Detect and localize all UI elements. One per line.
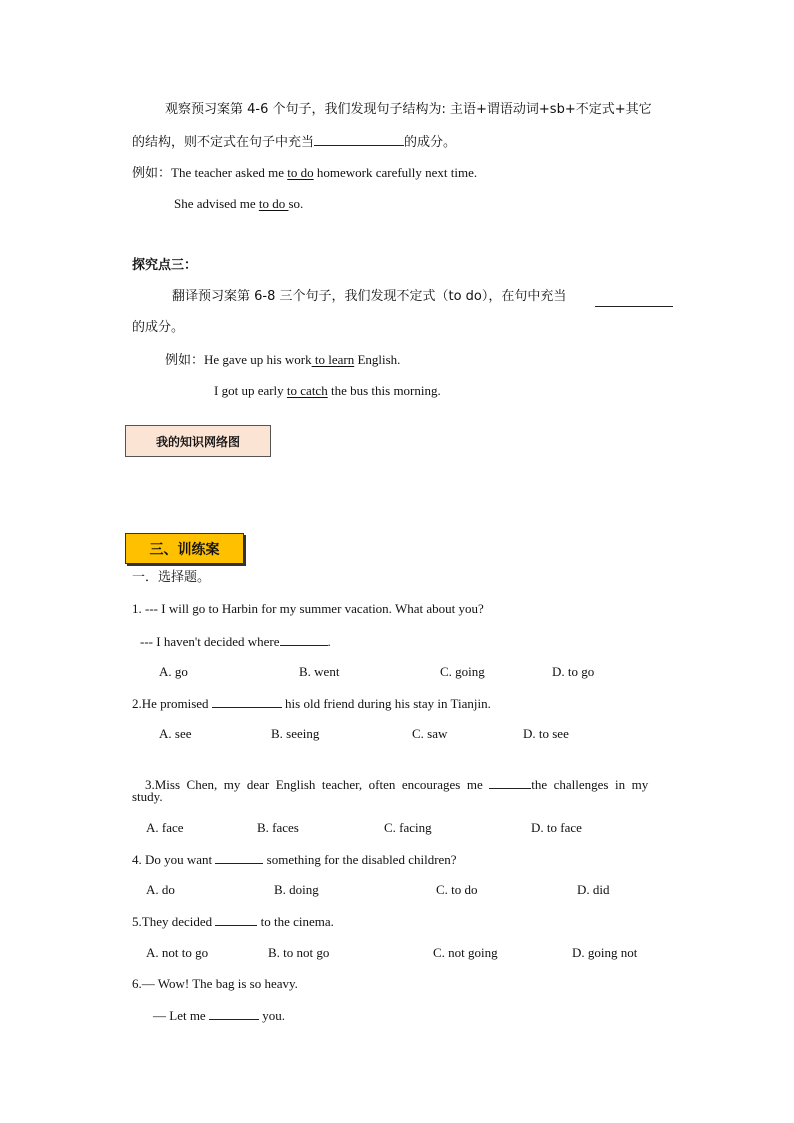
answer-blank[interactable] [215,912,257,926]
question-text: to the cinema. [257,914,334,929]
answer-blank[interactable] [215,850,263,864]
q2-option-a[interactable]: A. see [159,726,192,741]
q3-option-c[interactable]: C. facing [384,820,432,835]
para-text: 的结构，则不定式在句子中充当 [132,135,315,150]
example-text: She advised me [174,196,259,211]
explore-line1 [172,288,566,306]
answer-blank[interactable] [280,632,328,646]
example-label: 例如： [132,166,172,181]
q5-option-c[interactable]: C. not going [433,945,498,960]
q2-option-c[interactable]: C. saw [412,726,448,741]
answer-blank[interactable] [314,132,404,146]
q3-option-b[interactable]: B. faces [257,820,299,835]
answer-blank[interactable] [489,775,531,789]
question-text: 4. Do you want [132,852,216,867]
example-1 [132,164,477,183]
question-4 [132,850,457,869]
example-text: so. [288,196,304,211]
question-text: . [327,634,331,649]
question-text: — Let me [153,1008,209,1023]
question-6-line2 [153,1006,285,1025]
q4-option-c[interactable]: C. to do [436,882,478,897]
example-text: homework carefully next time. [313,165,478,180]
example-text: The teacher asked me [171,165,288,180]
explore-point-heading: 探究点三： [132,258,198,273]
para-text: 的成分。 [404,135,457,150]
answer-blank[interactable] [209,1006,259,1020]
question-3-line2: study. [132,789,163,804]
question-text: 5.They decided [132,914,216,929]
para-structure-line1: 观察预习案第 4-6 个句子，我们发现句子结构为: 主语+谓语动词+sb+不定式+其它 [165,102,652,117]
q2-option-b[interactable]: B. seeing [271,726,320,741]
example-text: the bus this morning. [327,383,441,398]
underlined-phrase: to catch [286,383,328,398]
q5-option-b[interactable]: B. to not go [268,945,330,960]
question-3 [132,757,648,812]
underlined-phrase: to do [258,196,289,211]
q4-option-d[interactable]: D. did [577,882,610,897]
q4-option-b[interactable]: B. doing [274,882,319,897]
choice-section-title: 一．选择题。 [132,570,211,585]
q1-option-a[interactable]: A. go [159,664,188,679]
example-2 [174,195,303,213]
question-text: the challenges in my [531,777,649,792]
question-text: something for the disabled children? [263,852,457,867]
q5-option-d[interactable]: D. going not [572,945,638,960]
para-structure-line2 [132,132,456,152]
question-2 [132,694,491,713]
training-section-box: 三、训练案 [125,533,244,564]
q3-option-a[interactable]: A. face [146,820,184,835]
answer-blank[interactable] [212,694,282,708]
q1-option-c[interactable]: C. going [440,664,485,679]
question-text: --- I haven't decided where [140,634,280,649]
q2-option-d[interactable]: D. to see [523,726,569,741]
question-text: his old friend during his stay in Tianjin. [281,696,491,711]
example-label: 例如： [165,353,205,368]
explore-line2: 的成分。 [132,320,185,335]
question-text: 3.Miss Chen, my dear English teacher, often encourages me [145,777,490,792]
question-text: you. [258,1008,285,1023]
example-text: He gave up his work [204,352,312,367]
q1-option-d[interactable]: D. to go [552,664,595,679]
underlined-phrase: to learn [311,352,355,367]
example-text: I got up early [214,383,287,398]
question-5 [132,912,334,931]
knowledge-map-box: 我的知识网络图 [125,425,271,457]
question-1: 1. --- I will go to Harbin for my summer vacation. What about you? [132,601,484,616]
question-1-line2 [140,632,331,651]
example-text: English. [354,352,401,367]
question-text: 2.He promised [132,696,212,711]
para-text: 翻译预习案第 6-8 三个句子，我们发现不定式（to do），在句中充当 [172,289,567,304]
q4-option-a[interactable]: A. do [146,882,175,897]
q1-option-b[interactable]: B. went [299,664,340,679]
example-3 [165,351,400,370]
q5-option-a[interactable]: A. not to go [146,945,209,960]
q3-option-d[interactable]: D. to face [531,820,582,835]
underlined-phrase: to do [287,165,314,180]
example-4 [214,382,441,400]
answer-blank[interactable] [595,293,673,307]
question-6: 6.— Wow! The bag is so heavy. [132,976,298,991]
